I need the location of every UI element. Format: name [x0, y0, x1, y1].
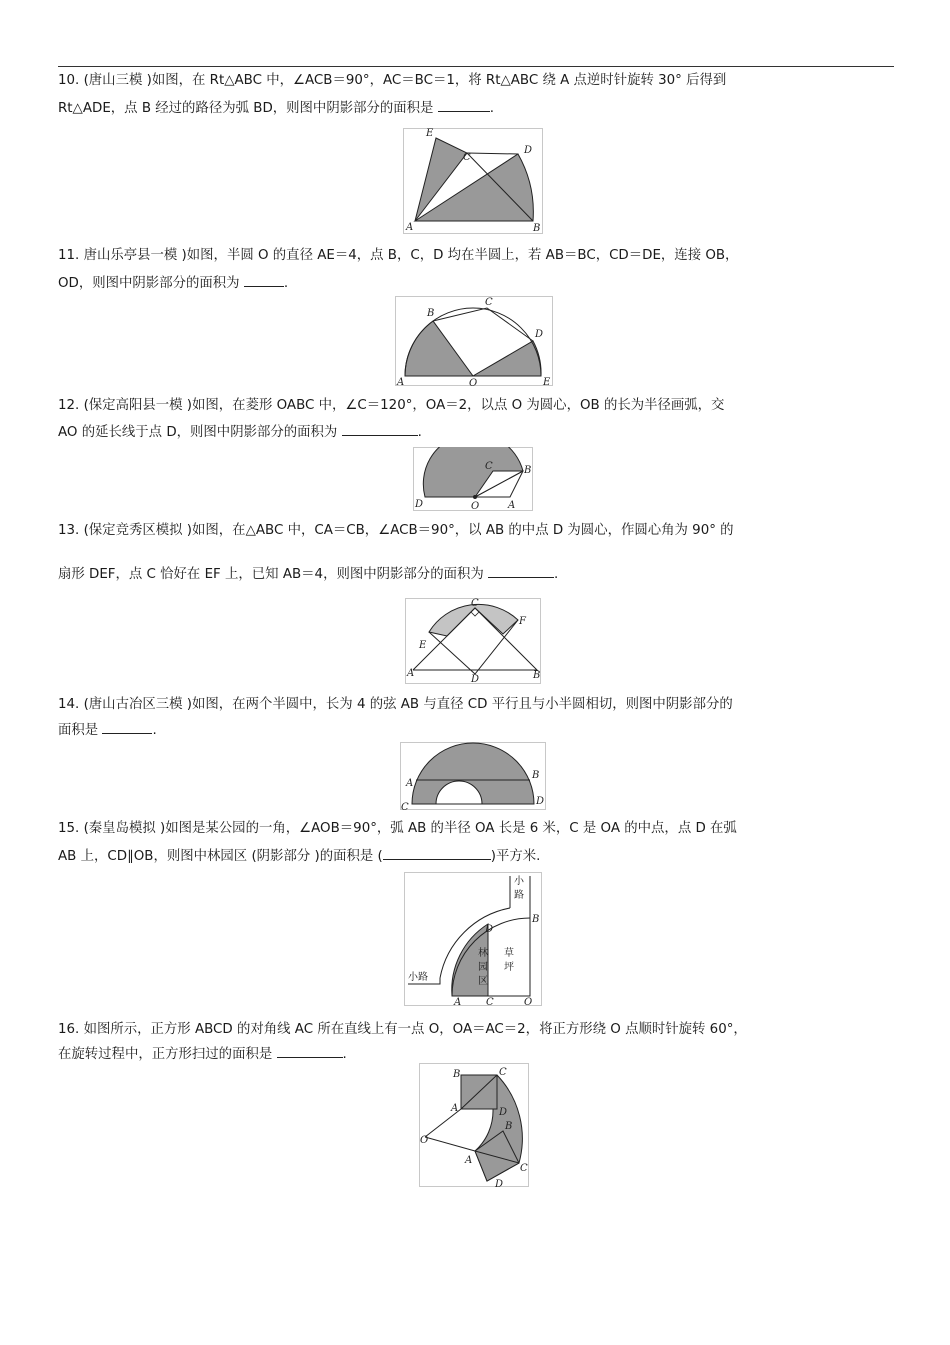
answer-blank	[277, 1045, 343, 1058]
svg-text:C: C	[520, 1163, 528, 1174]
svg-text:园: 园	[478, 962, 488, 973]
figure-11	[395, 296, 553, 386]
answer-blank	[342, 423, 418, 436]
svg-text:B: B	[427, 308, 435, 319]
figure-15	[404, 872, 542, 1006]
svg-text:D: D	[471, 674, 480, 684]
svg-text:A: A	[407, 668, 415, 679]
figure-14	[400, 742, 546, 810]
svg-text:D: D	[536, 796, 545, 807]
svg-text:C: C	[471, 598, 479, 609]
svg-text:D: D	[415, 499, 424, 510]
svg-text:C: C	[463, 152, 471, 163]
answer-blank	[438, 99, 490, 112]
svg-text:小: 小	[514, 876, 524, 887]
problem-14-line-2: 面积是 .	[58, 723, 157, 738]
svg-text:C: C	[401, 802, 409, 810]
svg-text:D: D	[524, 145, 533, 156]
svg-text:D: D	[499, 1107, 508, 1118]
problem-11-line-2: OD，则图中阴影部分的面积为 .	[58, 276, 289, 291]
svg-text:A: A	[406, 778, 414, 789]
problem-13-line-2: 扇形 DEF，点 C 恰好在 EF 上，已知 AB＝4，则图中阴影部分的面积为 .	[58, 567, 559, 582]
svg-text:B: B	[533, 223, 541, 234]
svg-text:路: 路	[514, 890, 524, 901]
svg-text:小路: 小路	[408, 972, 428, 983]
svg-text:B: B	[524, 465, 532, 476]
svg-text:A: A	[406, 222, 414, 233]
svg-text:C: C	[486, 997, 494, 1006]
svg-text:O: O	[471, 501, 480, 511]
svg-text:A: A	[454, 997, 462, 1006]
svg-text:O: O	[469, 378, 478, 386]
svg-text:A: A	[397, 377, 405, 386]
svg-text:区: 区	[478, 976, 488, 987]
svg-text:F: F	[519, 616, 526, 627]
answer-blank	[488, 565, 554, 578]
svg-text:C: C	[485, 297, 493, 308]
answer-blank	[383, 847, 491, 860]
svg-text:B: B	[453, 1069, 461, 1080]
answer-blank	[244, 274, 284, 287]
svg-text:D: D	[535, 329, 544, 340]
figure-10	[403, 128, 543, 234]
svg-text:B: B	[532, 770, 540, 781]
svg-text:E: E	[543, 377, 551, 386]
svg-text:O: O	[524, 997, 533, 1006]
figure-13	[405, 598, 541, 684]
svg-text:A: A	[451, 1103, 459, 1114]
svg-text:C: C	[485, 461, 493, 472]
svg-text:D: D	[485, 924, 494, 935]
svg-text:E: E	[426, 128, 434, 139]
svg-text:B: B	[532, 914, 540, 925]
problem-16-line-2: 在旋转过程中，正方形扫过的面积是 .	[58, 1047, 347, 1062]
svg-text:E: E	[419, 640, 427, 651]
svg-text:B: B	[505, 1121, 513, 1132]
problem-12-line-1: 12. (保定高阳县一模 )如图，在菱形 OABC 中，∠C＝120°，OA＝2，以点 O 为圆心，OB 的长为半径画弧，交	[58, 398, 725, 413]
svg-text:草: 草	[504, 948, 514, 959]
header-rule	[58, 66, 894, 67]
svg-text:A: A	[465, 1155, 473, 1166]
problem-11-line-1: 11. 唐山乐亭县一模 )如图，半圆 O 的直径 AE＝4，点 B，C，D 均在半圆上，若 AB＝BC，CD＝DE，连接 OB，	[58, 248, 739, 263]
problem-12-line-2: AO 的延长线于点 D，则图中阴影部分的面积为 .	[58, 425, 422, 440]
problem-10-line-1: 10. (唐山三模 )如图，在 Rt△ABC 中，∠ACB＝90°，AC＝BC＝1，将 Rt△ABC 绕 A 点逆时针旋转 30° 后得到	[58, 73, 727, 88]
svg-text:林: 林	[478, 948, 488, 959]
svg-text:O: O	[420, 1135, 429, 1146]
svg-text:A: A	[508, 500, 516, 511]
figure-12	[413, 447, 533, 511]
problem-10-line-2: Rt△ADE，点 B 经过的路径为弧 BD，则图中阴影部分的面积是 .	[58, 101, 494, 116]
problem-15-line-1: 15. (秦皇岛模拟 )如图是某公园的一角，∠AOB＝90°，弧 AB 的半径 OA 长是 6 米，C 是 OA 的中点，点 D 在弧	[58, 821, 737, 836]
problem-15-line-2: AB 上，CD∥OB，则图中林园区 (阴影部分 )的面积是 ( )平方米.	[58, 849, 541, 864]
svg-text:D: D	[495, 1179, 504, 1187]
figure-16	[419, 1063, 529, 1187]
svg-text:C: C	[499, 1067, 507, 1078]
problem-16-line-1: 16. 如图所示，正方形 ABCD 的对角线 AC 所在直线上有一点 O，OA＝AC＝2，将正方形绕 O 点顺时针旋转 60°，	[58, 1022, 747, 1037]
svg-text:坪: 坪	[504, 962, 514, 973]
svg-text:B: B	[533, 670, 541, 681]
answer-blank	[102, 721, 152, 734]
problem-13-line-1: 13. (保定竞秀区模拟 )如图，在△ABC 中，CA＝CB，∠ACB＝90°，以 AB 的中点 D 为圆心，作圆心角为 90° 的	[58, 523, 734, 538]
problem-14-line-1: 14. (唐山古冶区三模 )如图，在两个半圆中，长为 4 的弦 AB 与直径 CD 平行且与小半圆相切，则图中阴影部分的	[58, 697, 733, 712]
